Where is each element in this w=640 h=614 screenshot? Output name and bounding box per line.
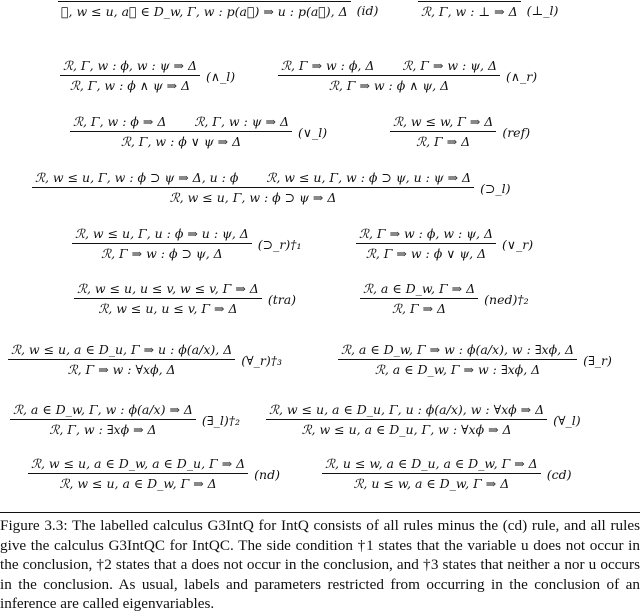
premises bbox=[390, 114, 496, 130]
rule-ned bbox=[360, 281, 529, 317]
rule-name: (∨_r) bbox=[501, 236, 534, 252]
conclusion: ℛ, Γ ⇒ Δ bbox=[416, 134, 471, 149]
premise: ℛ, a ∈ D_w, Γ, w : ϕ(a/x) ⇒ Δ bbox=[13, 402, 193, 417]
premises bbox=[8, 342, 235, 358]
premise: ℛ, w ≤ u, u ≤ v, w ≤ v, Γ ⇒ Δ bbox=[77, 281, 259, 296]
conclusion: ℛ, Γ ⇒ w : ϕ ∨ ψ, Δ bbox=[365, 246, 487, 261]
inference bbox=[8, 342, 235, 378]
rule-name: (∃_r) bbox=[583, 352, 612, 368]
conclusion: ℛ, Γ ⇒ w : ϕ ∧ ψ, Δ bbox=[328, 78, 450, 93]
premises bbox=[278, 58, 500, 74]
conclusion: ℛ, w ≤ u, a⃗ ∈ D_w, Γ, w : p(a⃗) ⇒ u : p(a⃗), Δ bbox=[61, 4, 348, 19]
conclusion: ℛ, Γ, w : ∃xϕ ⇒ Δ bbox=[49, 422, 157, 437]
inference-line bbox=[390, 131, 496, 132]
premise: ℛ, Γ, w : ϕ ⇒ Δ bbox=[73, 114, 167, 129]
premise: ℛ, Γ ⇒ w : ϕ, w : ψ, Δ bbox=[359, 226, 493, 241]
rule-or-r bbox=[356, 226, 533, 262]
premise: ℛ, w ≤ u, Γ, u : ϕ ⇒ u : ψ, Δ bbox=[75, 226, 249, 241]
conclusion: ℛ, w ≤ u, u ≤ v, Γ ⇒ Δ bbox=[98, 301, 238, 316]
rule-bottom-l bbox=[418, 0, 558, 20]
rule-name: (∧_l) bbox=[205, 68, 236, 84]
rule-name: (tra) bbox=[267, 291, 297, 307]
rule-name: (∧_r) bbox=[506, 68, 538, 84]
rule-ref bbox=[390, 114, 530, 150]
premise: ℛ, w ≤ u, Γ, w : ϕ ⊃ ψ, u : ψ ⇒ Δ bbox=[266, 170, 472, 185]
inference-line bbox=[356, 243, 496, 244]
inference bbox=[266, 402, 547, 438]
inference bbox=[58, 0, 351, 20]
inference bbox=[322, 456, 541, 492]
premises bbox=[60, 58, 200, 74]
inference-line bbox=[74, 298, 262, 299]
inference-line bbox=[278, 75, 500, 76]
rule-name: (∀_r)†₃ bbox=[241, 352, 283, 368]
inference bbox=[28, 456, 248, 492]
rule-name: (nd) bbox=[254, 466, 280, 482]
rule-imp-l bbox=[32, 170, 511, 206]
inference-line bbox=[8, 359, 235, 360]
inference bbox=[418, 0, 521, 20]
premises bbox=[356, 226, 496, 242]
rule-name: (⊥_l) bbox=[526, 2, 559, 18]
rule-name: (id) bbox=[356, 2, 379, 18]
premise: ℛ, w ≤ u, Γ, w : ϕ ⊃ ψ ⇒ Δ, u : ϕ bbox=[35, 170, 239, 185]
rule-imp-r bbox=[72, 226, 302, 262]
rule-forall-r bbox=[8, 342, 282, 378]
conclusion: ℛ, w ≤ u, a ∈ D_w, Γ ⇒ Δ bbox=[59, 476, 217, 491]
rule-name: (∨_l) bbox=[298, 124, 328, 140]
premise: ℛ, a ∈ D_w, Γ ⇒ w : ϕ(a/x), w : ∃xϕ, Δ bbox=[341, 342, 575, 357]
inference-line bbox=[28, 473, 248, 474]
conclusion: ℛ, u ≤ w, a ∈ D_w, Γ ⇒ Δ bbox=[353, 476, 510, 491]
caption-text: Figure 3.3: The labelled calculus G3IntQ for IntQ consists of all rules minus the (cd) rule, and all rules give the calculus G3IntQC for IntQC. The side condition †1 states that the variable u does not occur in the conclusion, †2 states that a does not occur in the conclusion, and †3 states that neither a nor u occurs in the conclusion. As usual, labels and parameters restricted from occurring in the conclusion of an inference are called eigenvariables. bbox=[0, 517, 640, 612]
rule-exists-l bbox=[10, 402, 240, 438]
premises bbox=[28, 456, 248, 472]
inference-line bbox=[338, 359, 577, 360]
rule-name: (ref) bbox=[502, 124, 531, 140]
figure-caption bbox=[0, 512, 640, 614]
rule-name: (ned)†₂ bbox=[484, 291, 529, 307]
conclusion: ℛ, Γ, w : ⊥ ⇒ Δ bbox=[421, 4, 518, 19]
rule-or-l bbox=[70, 114, 327, 150]
rule-cd bbox=[322, 456, 571, 492]
premise: ℛ, Γ, w : ψ ⇒ Δ bbox=[194, 114, 290, 129]
inference bbox=[32, 170, 474, 206]
inference-line bbox=[32, 187, 474, 188]
inference-line bbox=[360, 298, 478, 299]
inference bbox=[72, 226, 252, 262]
premises bbox=[360, 281, 478, 297]
rule-name: (⊃_l) bbox=[480, 180, 511, 196]
premises bbox=[74, 281, 262, 297]
rule-name: (cd) bbox=[546, 466, 572, 482]
inference bbox=[70, 114, 292, 150]
inference-line bbox=[418, 1, 521, 2]
rule-and-l bbox=[60, 58, 235, 94]
premises bbox=[32, 170, 474, 186]
inference-line bbox=[58, 1, 351, 2]
premise: ℛ, u ≤ w, a ∈ D_u, a ∈ D_w, Γ ⇒ Δ bbox=[325, 456, 538, 471]
premises bbox=[266, 402, 547, 418]
inference bbox=[360, 281, 478, 317]
premise: ℛ, a ∈ D_w, Γ ⇒ Δ bbox=[363, 281, 476, 296]
rule-exists-r bbox=[338, 342, 612, 378]
premises bbox=[322, 456, 541, 472]
premise: ℛ, w ≤ u, a ∈ D_u, Γ, u : ϕ(a/x), w : ∀xϕ ⇒ Δ bbox=[269, 402, 545, 417]
inference bbox=[60, 58, 200, 94]
conclusion: ℛ, w ≤ u, Γ, w : ϕ ⊃ ψ ⇒ Δ bbox=[169, 190, 337, 205]
rule-nd bbox=[28, 456, 280, 492]
conclusion: ℛ, Γ, w : ϕ ∧ ψ ⇒ Δ bbox=[69, 78, 191, 93]
conclusion: ℛ, Γ, w : ϕ ∨ ψ ⇒ Δ bbox=[120, 134, 242, 149]
rule-forall-l bbox=[266, 402, 581, 438]
premise: ℛ, Γ ⇒ w : ϕ, Δ bbox=[281, 58, 375, 73]
rule-and-r bbox=[278, 58, 537, 94]
rule-name: (⊃_r)†₁ bbox=[257, 236, 302, 252]
inference bbox=[10, 402, 196, 438]
conclusion: ℛ, w ≤ u, a ∈ D_u, Γ, w : ∀xϕ ⇒ Δ bbox=[301, 422, 512, 437]
conclusion: ℛ, a ∈ D_w, Γ ⇒ w : ∃xϕ, Δ bbox=[374, 362, 541, 377]
premise: ℛ, w ≤ u, a ∈ D_u, Γ ⇒ u : ϕ(a/x), Δ bbox=[11, 342, 233, 357]
inference bbox=[278, 58, 500, 94]
inference-line bbox=[322, 473, 541, 474]
conclusion: ℛ, Γ ⇒ Δ bbox=[392, 301, 447, 316]
conclusion: ℛ, Γ ⇒ w : ∀xϕ, Δ bbox=[67, 362, 176, 377]
inference bbox=[356, 226, 496, 262]
inference-line bbox=[266, 419, 547, 420]
rule-name: (∃_l)†₂ bbox=[201, 412, 240, 428]
rule-tra bbox=[74, 281, 296, 317]
inference-line bbox=[70, 131, 292, 132]
premises bbox=[72, 226, 252, 242]
premises bbox=[70, 114, 292, 130]
premise: ℛ, Γ, w : ϕ, w : ψ ⇒ Δ bbox=[63, 58, 197, 73]
inference bbox=[390, 114, 496, 150]
premises bbox=[338, 342, 577, 358]
inference-line bbox=[72, 243, 252, 244]
inference bbox=[74, 281, 262, 317]
inference-line bbox=[10, 419, 196, 420]
premise: ℛ, w ≤ u, a ∈ D_w, a ∈ D_u, Γ ⇒ Δ bbox=[31, 456, 246, 471]
inference-line bbox=[60, 75, 200, 76]
rule-id bbox=[58, 0, 378, 20]
premises bbox=[10, 402, 196, 418]
inference bbox=[338, 342, 577, 378]
rule-name: (∀_l) bbox=[553, 412, 581, 428]
premise: ℛ, w ≤ w, Γ ⇒ Δ bbox=[393, 114, 494, 129]
premise: ℛ, Γ ⇒ w : ψ, Δ bbox=[402, 58, 498, 73]
conclusion: ℛ, Γ ⇒ w : ϕ ⊃ ψ, Δ bbox=[101, 246, 223, 261]
